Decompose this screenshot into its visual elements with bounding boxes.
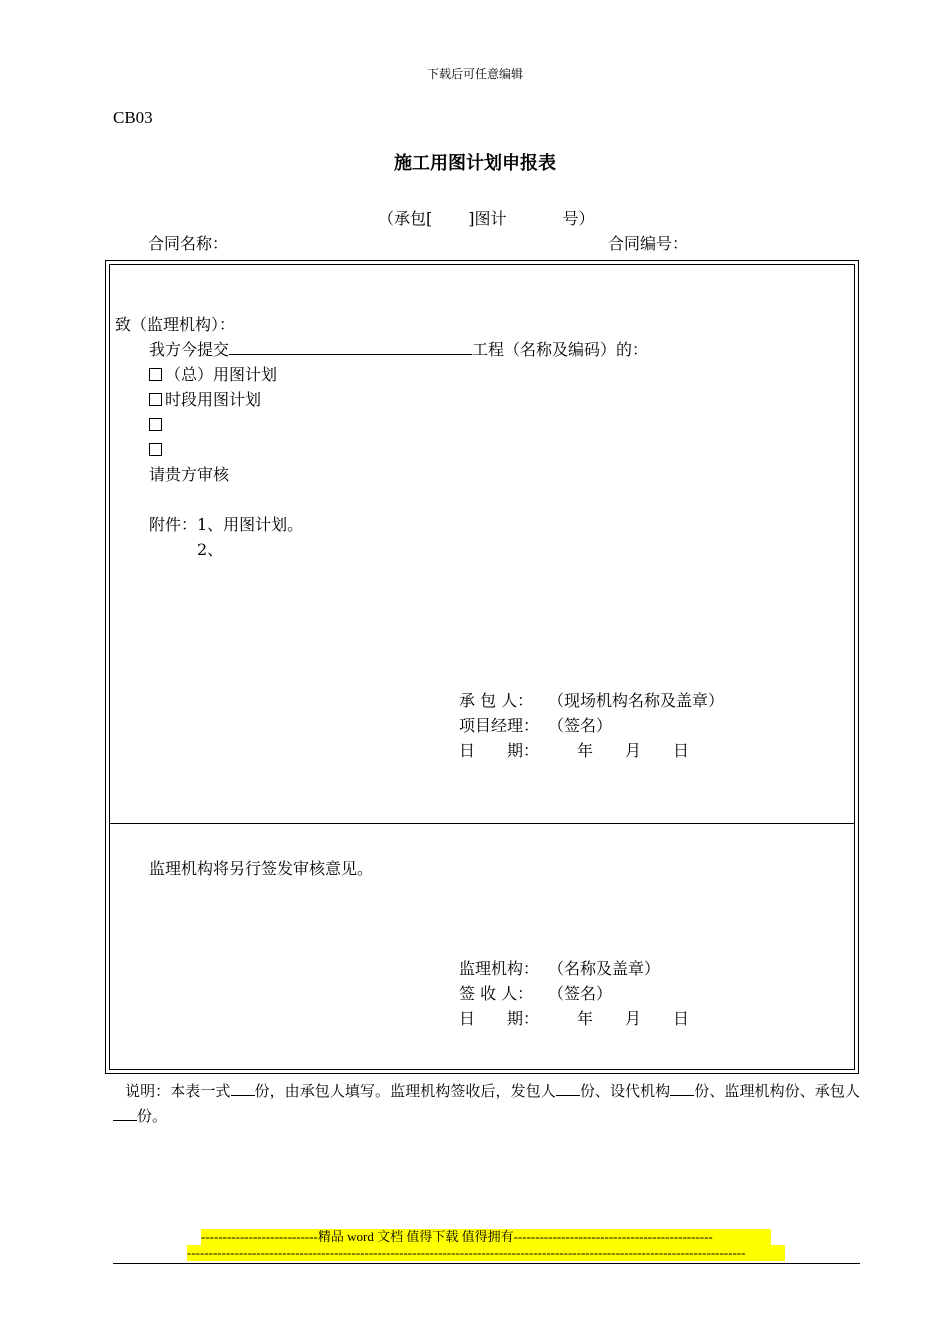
note-part: 份、承包人 — [784, 1082, 860, 1100]
review-request: 请贵方审核 — [149, 465, 230, 484]
header-note: 下载后可任意编辑 — [426, 67, 523, 81]
supervisor-org-value: （名称及盖章） — [548, 959, 661, 978]
supervisor-org-label: 监理机构： — [459, 959, 540, 978]
project-manager-label: 项目经理： — [459, 716, 540, 735]
option-total-plan[interactable] — [149, 365, 277, 384]
serial-number-line — [378, 209, 595, 228]
section-divider — [110, 823, 854, 824]
contract-number-label: 合同编号： — [608, 234, 689, 253]
contractor-label: 承 包 人： — [459, 691, 534, 710]
note-part: 份。 — [137, 1107, 168, 1125]
note-part: 份，由承包人填写。监理机构签收后，发包人 — [254, 1082, 556, 1100]
attachments-label: 附件： — [149, 515, 198, 534]
submit-prefix: 我方今提交 — [149, 340, 230, 359]
note-part: 说明：本表一式 — [125, 1082, 231, 1100]
page-title: 施工用图计划申报表 — [394, 153, 556, 174]
serial-open: （承包[ — [378, 209, 433, 228]
receiver-value: （签名） — [548, 984, 613, 1003]
serial-mid: ]图计 — [468, 209, 507, 228]
footer-banner-1: ---------------------------精品 word 文档 值得下载 值得拥有---------------------------------------------- — [201, 1229, 771, 1245]
date-label-2: 日 期： — [459, 1009, 540, 1028]
date-value-1: 年 月 日 — [577, 741, 690, 760]
serial-end: 号） — [562, 209, 595, 228]
copies-blank[interactable] — [113, 1106, 137, 1121]
option-label: 时段用图计划 — [165, 390, 262, 409]
option-period-plan[interactable] — [149, 390, 261, 409]
option-blank-1[interactable] — [149, 415, 165, 434]
footer-rule — [113, 1263, 860, 1264]
contract-name-label: 合同名称： — [148, 234, 229, 253]
checkbox-icon[interactable] — [149, 393, 162, 406]
note-part: 份、监理机构 — [694, 1082, 785, 1100]
option-blank-2[interactable] — [149, 440, 165, 459]
instructions-note — [113, 1079, 860, 1129]
copies-blank[interactable] — [556, 1081, 580, 1096]
checkbox-icon[interactable] — [149, 368, 162, 381]
form-code: CB03 — [113, 108, 153, 127]
project-manager-value: （签名） — [548, 716, 613, 735]
attachment-2: 2、 — [197, 540, 224, 559]
receiver-label: 签 收 人： — [459, 984, 534, 1003]
supervisor-statement: 监理机构将另行签发审核意见。 — [149, 859, 374, 878]
copies-blank[interactable] — [231, 1081, 255, 1096]
form-inner-frame — [109, 264, 855, 1070]
date-value-2: 年 月 日 — [577, 1009, 690, 1028]
checkbox-icon[interactable] — [149, 418, 162, 431]
submit-line — [149, 340, 648, 359]
checkbox-icon[interactable] — [149, 443, 162, 456]
submit-suffix: 工程（名称及编码）的： — [472, 340, 649, 359]
option-label: （总）用图计划 — [165, 365, 278, 384]
addressee-label: 致（监理机构）： — [115, 315, 236, 334]
attachment-1: 1、用图计划。 — [197, 515, 304, 534]
date-label-1: 日 期： — [459, 741, 540, 760]
project-name-blank[interactable] — [229, 340, 472, 355]
contractor-value: （现场机构名称及盖章） — [548, 691, 725, 710]
copies-blank[interactable] — [670, 1081, 694, 1096]
footer-banner-2: --------------------------------------------------------------------------------------------------------------------------------- — [187, 1245, 785, 1261]
note-part: 份、设代机构 — [579, 1082, 671, 1100]
